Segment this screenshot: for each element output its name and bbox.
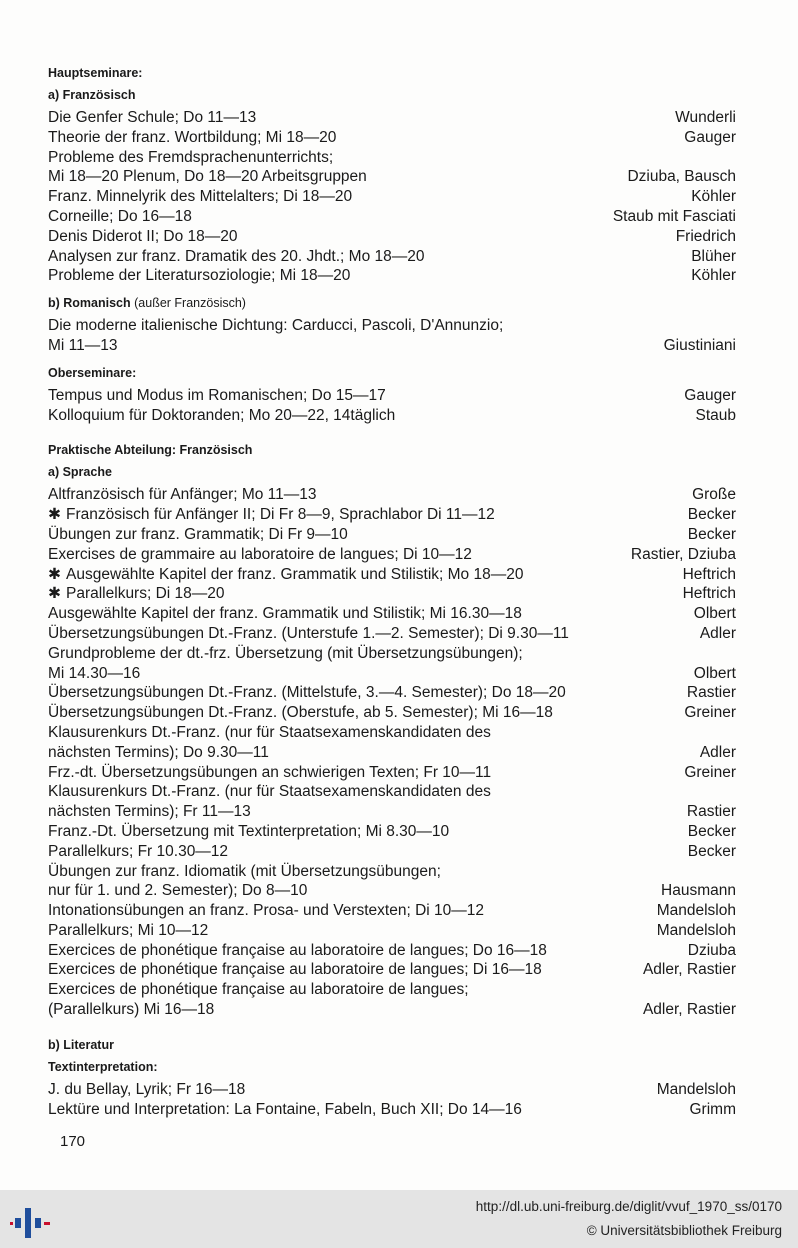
course-text: Mi 14.30—16 bbox=[48, 664, 141, 682]
course-title bbox=[48, 207, 605, 227]
course-text: Franz.-Dt. Übersetzung mit Textinterpretation; Mi 8.30—10 bbox=[48, 822, 450, 840]
source-url-link[interactable]: http://dl.ub.uni-freiburg.de/diglit/vvuf_1970_ss/0170 bbox=[475, 1199, 782, 1214]
course-row bbox=[48, 862, 736, 882]
course-text: Klausurenkurs Dt.-Franz. (nur für Staatsexamenskandidaten des bbox=[48, 723, 491, 741]
lecturer-name: Dziuba, Bausch bbox=[627, 168, 736, 186]
lecturer-name: Grimm bbox=[689, 1100, 736, 1118]
course-text: Frz.-dt. Übersetzungsübungen an schwierigen Texten; Fr 10—11 bbox=[48, 763, 492, 781]
oberseminare-list bbox=[48, 386, 736, 426]
course-row bbox=[48, 683, 736, 703]
course-title bbox=[48, 941, 680, 961]
lecturer-name: Adler, Rastier bbox=[642, 961, 736, 979]
course-title bbox=[48, 316, 728, 336]
lecturer-name: Mandelsloh bbox=[656, 1080, 736, 1098]
lecturer-name: Adler bbox=[699, 743, 736, 761]
lecturer-name: Olbert bbox=[693, 605, 736, 623]
literatur-list bbox=[48, 1080, 736, 1120]
course-title bbox=[48, 525, 680, 545]
course-row bbox=[48, 406, 736, 426]
course-title bbox=[48, 842, 680, 862]
lecturer-name: Heftrich bbox=[682, 585, 736, 603]
heading-praktische-abteilung: Praktische Abteilung: Französisch bbox=[48, 443, 253, 458]
course-title bbox=[48, 148, 728, 168]
course-title bbox=[48, 485, 684, 505]
course-row bbox=[48, 1000, 736, 1020]
course-text: Französisch für Anfänger II; Di Fr 8—9, Sprachlabor Di 11—12 bbox=[66, 506, 495, 524]
course-title bbox=[48, 1100, 682, 1120]
course-title bbox=[48, 901, 649, 921]
course-title bbox=[48, 266, 683, 286]
course-text: Probleme des Fremdsprachenunterrichts; bbox=[48, 148, 334, 166]
lecturer-name: Giustiniani bbox=[663, 336, 736, 354]
course-title bbox=[48, 664, 686, 684]
course-text: Exercices de phonétique française au laboratoire de langues; Do 16—18 bbox=[48, 941, 547, 959]
course-row bbox=[48, 545, 736, 565]
lecturer-name: Hausmann bbox=[661, 882, 736, 900]
course-text: Ausgewählte Kapitel der franz. Grammatik und Stilistik; Mo 18—20 bbox=[66, 565, 524, 583]
course-row bbox=[48, 703, 736, 723]
lecturer-name: Becker bbox=[687, 525, 736, 543]
course-text: (Parallelkurs) Mi 16—18 bbox=[48, 1001, 215, 1019]
course-text: Parallelkurs; Fr 10.30—12 bbox=[48, 842, 229, 860]
course-row bbox=[48, 763, 736, 783]
course-title bbox=[48, 406, 687, 426]
course-title bbox=[48, 782, 728, 802]
heading-literatur: b) Literatur bbox=[48, 1037, 114, 1052]
lecturer-name: Blüher bbox=[691, 247, 736, 265]
course-text: Parallelkurs; Mi 10—12 bbox=[48, 921, 209, 939]
course-text: Corneille; Do 16—18 bbox=[48, 207, 192, 225]
course-text: Altfranzösisch für Anfänger; Mo 11—13 bbox=[48, 486, 317, 504]
footer-bar bbox=[0, 1190, 798, 1248]
hauptseminare-romanisch-list bbox=[48, 316, 736, 356]
lecturer-name: Greiner bbox=[684, 763, 736, 781]
course-row bbox=[48, 980, 736, 1000]
course-text: Franz. Minnelyrik des Mittelalters; Di 18—20 bbox=[48, 188, 353, 206]
course-text: Die Genfer Schule; Do 11—13 bbox=[48, 109, 257, 126]
lecturer-name: Rastier bbox=[686, 684, 736, 702]
asterisk-icon: ✱ bbox=[48, 585, 61, 603]
lecturer-name: Mandelsloh bbox=[656, 921, 736, 939]
course-text: Grundprobleme der dt.-frz. Übersetzung (mit Übersetzungsübungen); bbox=[48, 644, 523, 662]
course-title bbox=[48, 1000, 635, 1020]
course-row bbox=[48, 336, 736, 356]
asterisk-icon: ✱ bbox=[48, 506, 61, 524]
course-row bbox=[48, 525, 736, 545]
course-title bbox=[48, 386, 676, 406]
course-text: Tempus und Modus im Romanischen; Do 15—17 bbox=[48, 386, 386, 404]
lecturer-name: Becker bbox=[687, 506, 736, 524]
course-row bbox=[48, 921, 736, 941]
course-text: Lektüre und Interpretation: La Fontaine, Fabeln, Buch XII; Do 14—16 bbox=[48, 1100, 522, 1118]
course-title bbox=[48, 921, 649, 941]
course-row bbox=[48, 901, 736, 921]
heading-franzoesisch: a) Französisch bbox=[48, 88, 136, 102]
course-row bbox=[48, 1080, 736, 1100]
course-title bbox=[48, 862, 728, 882]
hauptseminare-franzoesisch-list bbox=[48, 108, 736, 286]
course-title bbox=[48, 802, 679, 822]
lecturer-name: Becker bbox=[687, 842, 736, 860]
course-title bbox=[48, 584, 675, 604]
course-title bbox=[48, 565, 675, 585]
lecturer-name: Gauger bbox=[684, 128, 736, 146]
course-row bbox=[48, 960, 736, 980]
course-row bbox=[48, 664, 736, 684]
course-title bbox=[48, 980, 728, 1000]
lecturer-name: Becker bbox=[687, 822, 736, 840]
course-text: Die moderne italienische Dichtung: Carducci, Pascoli, D'Annunzio; bbox=[48, 317, 504, 335]
course-text: Klausurenkurs Dt.-Franz. (nur für Staatsexamenskandidaten des bbox=[48, 783, 491, 801]
course-text: Exercices de phonétique française au laboratoire de langues; Di 16—18 bbox=[48, 961, 542, 979]
course-title bbox=[48, 743, 692, 763]
course-title bbox=[48, 703, 676, 723]
course-title bbox=[48, 1080, 649, 1100]
heading-oberseminare: Oberseminare: bbox=[48, 365, 137, 380]
course-row bbox=[48, 782, 736, 802]
course-row bbox=[48, 187, 736, 207]
course-text: Kolloquium für Doktoranden; Mo 20—22, 14täglich bbox=[48, 406, 396, 424]
course-title bbox=[48, 763, 676, 783]
course-row bbox=[48, 207, 736, 227]
course-row bbox=[48, 128, 736, 148]
course-title bbox=[48, 723, 728, 743]
course-title bbox=[48, 683, 679, 703]
course-text: Analysen zur franz. Dramatik des 20. Jhdt.; Mo 18—20 bbox=[48, 247, 425, 265]
lecturer-name: Wunderli bbox=[675, 109, 736, 126]
course-text: Mi 18—20 Plenum, Do 18—20 Arbeitsgruppen bbox=[48, 168, 367, 186]
course-text: Theorie der franz. Wortbildung; Mi 18—20 bbox=[48, 128, 337, 146]
lecturer-name: Große bbox=[692, 486, 736, 504]
course-row bbox=[48, 386, 736, 406]
course-row bbox=[48, 644, 736, 664]
course-title bbox=[48, 505, 680, 525]
lecturer-name: Staub bbox=[695, 406, 736, 424]
course-row bbox=[48, 148, 736, 168]
lecturer-name: Rastier, Dziuba bbox=[630, 545, 736, 563]
heading-romanisch-note: (außer Französisch) bbox=[130, 296, 246, 311]
lecturer-name: Staub mit Fasciati bbox=[612, 207, 736, 225]
course-text: Mi 11—13 bbox=[48, 336, 118, 354]
course-text: nur für 1. und 2. Semester); Do 8—10 bbox=[48, 882, 308, 900]
course-row bbox=[48, 565, 736, 585]
asterisk-icon: ✱ bbox=[48, 565, 61, 583]
course-title bbox=[48, 167, 619, 187]
course-title bbox=[48, 822, 680, 842]
course-row bbox=[48, 316, 736, 336]
course-row bbox=[48, 584, 736, 604]
ub-freiburg-logo-icon bbox=[10, 1200, 50, 1240]
lecturer-name: Mandelsloh bbox=[656, 902, 736, 920]
lecturer-name: Dziuba bbox=[687, 941, 736, 959]
course-text: Denis Diderot II; Do 18—20 bbox=[48, 227, 238, 245]
course-title bbox=[48, 644, 728, 664]
course-title bbox=[48, 881, 653, 901]
lecturer-name: Rastier bbox=[686, 803, 736, 821]
lecturer-name: Adler, Rastier bbox=[642, 1001, 736, 1019]
lecturer-name: Heftrich bbox=[682, 565, 736, 583]
course-row bbox=[48, 624, 736, 644]
course-row bbox=[48, 842, 736, 862]
course-title bbox=[48, 960, 635, 980]
lecturer-name: Adler bbox=[699, 624, 736, 642]
lecturer-name: Olbert bbox=[693, 664, 736, 682]
course-text: J. du Bellay, Lyrik; Fr 16—18 bbox=[48, 1080, 246, 1098]
course-text: Übungen zur franz. Idiomatik (mit Übersetzungsübungen; bbox=[48, 862, 441, 880]
course-title bbox=[48, 227, 668, 247]
heading-romanisch bbox=[48, 294, 736, 312]
lecturer-name: Gauger bbox=[684, 386, 736, 404]
lecturer-name: Greiner bbox=[684, 704, 736, 722]
lecturer-name: Köhler bbox=[691, 188, 736, 206]
course-text: Übersetzungsübungen Dt.-Franz. (Mittelstufe, 3.—4. Semester); Do 18—20 bbox=[48, 684, 566, 702]
heading-sprache: a) Sprache bbox=[48, 465, 112, 480]
course-row bbox=[48, 802, 736, 822]
course-row bbox=[48, 604, 736, 624]
page-number: 170 bbox=[60, 1133, 86, 1150]
heading-hauptseminare: Hauptseminare: bbox=[48, 66, 143, 80]
course-title bbox=[48, 545, 623, 565]
copyright-text: © Universitätsbibliothek Freiburg bbox=[586, 1223, 782, 1238]
course-row bbox=[48, 247, 736, 267]
course-text: Übersetzungsübungen Dt.-Franz. (Oberstufe, ab 5. Semester); Mi 16—18 bbox=[48, 704, 553, 722]
course-text: Exercises de grammaire au laboratoire de langues; Di 10—12 bbox=[48, 545, 472, 563]
course-title bbox=[48, 128, 676, 148]
course-row bbox=[48, 108, 736, 128]
course-row bbox=[48, 743, 736, 763]
course-title bbox=[48, 108, 667, 128]
course-row bbox=[48, 881, 736, 901]
course-text: nächsten Termins); Do 9.30—11 bbox=[48, 743, 269, 761]
course-title bbox=[48, 247, 683, 267]
course-listing bbox=[48, 64, 736, 1119]
lecturer-name: Friedrich bbox=[675, 227, 736, 245]
course-text: nächsten Termins); Fr 11—13 bbox=[48, 803, 251, 821]
heading-romanisch-label: b) Romanisch bbox=[48, 296, 131, 311]
course-text: Parallelkurs; Di 18—20 bbox=[66, 585, 225, 603]
lecturer-name: Köhler bbox=[691, 267, 736, 285]
course-row bbox=[48, 1100, 736, 1120]
course-title bbox=[48, 187, 683, 207]
course-text: Intonationsübungen an franz. Prosa- und Verstexten; Di 10—12 bbox=[48, 902, 485, 920]
course-text: Übersetzungsübungen Dt.-Franz. (Unterstufe 1.—2. Semester); Di 9.30—11 bbox=[48, 624, 569, 642]
course-row bbox=[48, 941, 736, 961]
course-text: Ausgewählte Kapitel der franz. Grammatik und Stilistik; Mi 16.30—18 bbox=[48, 605, 522, 623]
heading-textinterpretation: Textinterpretation: bbox=[48, 1059, 158, 1074]
course-text: Übungen zur franz. Grammatik; Di Fr 9—10 bbox=[48, 525, 348, 543]
course-row bbox=[48, 485, 736, 505]
sprache-list bbox=[48, 485, 736, 1020]
course-row bbox=[48, 822, 736, 842]
course-row bbox=[48, 167, 736, 187]
course-row bbox=[48, 505, 736, 525]
course-row bbox=[48, 227, 736, 247]
course-title bbox=[48, 624, 692, 644]
course-text: Exercices de phonétique française au laboratoire de langues; bbox=[48, 981, 469, 999]
course-title bbox=[48, 604, 686, 624]
course-text: Probleme der Literatursoziologie; Mi 18—20 bbox=[48, 267, 351, 285]
course-row bbox=[48, 266, 736, 286]
course-row bbox=[48, 723, 736, 743]
course-title bbox=[48, 336, 656, 356]
